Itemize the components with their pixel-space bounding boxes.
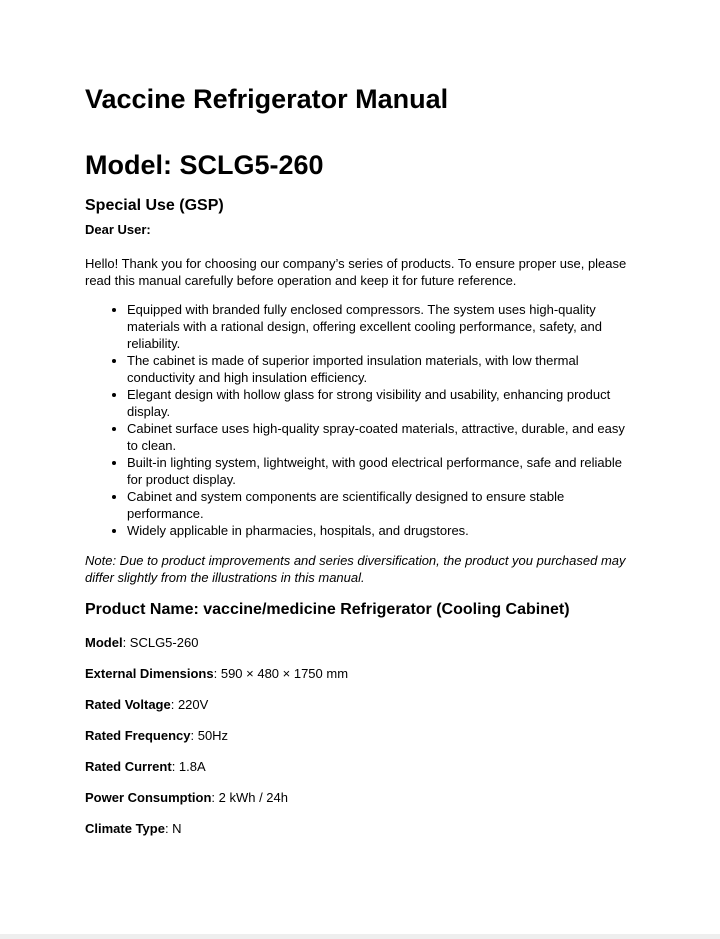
feature-item: • The cabinet is made of superior imported insulation materials, with low thermal conductivity and high insulation efficiency. xyxy=(127,352,635,386)
model-heading: Model: SCLG5-260 xyxy=(85,150,324,180)
feature-item: • Equipped with branded fully enclosed compressors. The system uses high-quality materials with a rational design, offering excellent cooling performance, safety, and reliability. xyxy=(127,301,635,352)
spec-current xyxy=(85,758,635,775)
note-paragraph: Note: Due to product improvements and series diversification, the product you purchased may differ slightly from the illustrations in this manual. xyxy=(85,553,626,585)
spec-label: Power Consumption xyxy=(85,790,212,805)
feature-item: • Widely applicable in pharmacies, hospitals, and drugstores. xyxy=(127,522,635,539)
spec-power xyxy=(85,789,635,806)
spec-label: Rated Voltage xyxy=(85,697,171,712)
feature-list xyxy=(85,301,635,539)
spec-value: : 1.8A xyxy=(171,759,206,774)
spec-value: : 2 kWh / 24h xyxy=(211,790,288,805)
spec-value: : SCLG5-260 xyxy=(122,635,199,650)
spec-label: Climate Type xyxy=(85,821,165,836)
spec-model xyxy=(85,634,635,651)
spec-voltage xyxy=(85,696,635,713)
spec-climate xyxy=(85,820,635,837)
spec-dimensions xyxy=(85,665,635,682)
feature-item: • Elegant design with hollow glass for strong visibility and usability, enhancing product display. xyxy=(127,386,635,420)
spec-value: : 50Hz xyxy=(190,728,229,743)
spec-value: : 220V xyxy=(170,697,209,712)
spec-value: : N xyxy=(164,821,182,836)
spec-label: Rated Frequency xyxy=(85,728,191,743)
page-bottom-edge xyxy=(0,934,720,939)
spec-frequency xyxy=(85,727,635,744)
spec-label: Model xyxy=(85,635,123,650)
feature-item: • Built-in lighting system, lightweight, with good electrical performance, safe and reliable for product display. xyxy=(127,454,635,488)
spec-value: : 590 × 480 × 1750 mm xyxy=(213,666,349,681)
feature-item: • Cabinet surface uses high-quality spray-coated materials, attractive, durable, and easy to clean. xyxy=(127,420,635,454)
spec-label: Rated Current xyxy=(85,759,172,774)
salutation: Dear User: xyxy=(85,222,151,237)
section-heading: Special Use (GSP) xyxy=(85,197,224,214)
feature-item: • Cabinet and system components are scientifically designed to ensure stable performance. xyxy=(127,488,635,522)
document-title: Vaccine Refrigerator Manual xyxy=(85,84,449,114)
spec-label: External Dimensions xyxy=(85,666,214,681)
intro-paragraph: Hello! Thank you for choosing our company’s series of products. To ensure proper use, please read this manual carefully before operation and keep it for future reference. xyxy=(85,256,627,288)
document-page xyxy=(85,82,635,837)
product-heading: Product Name: vaccine/medicine Refrigerator (Cooling Cabinet) xyxy=(85,601,570,618)
